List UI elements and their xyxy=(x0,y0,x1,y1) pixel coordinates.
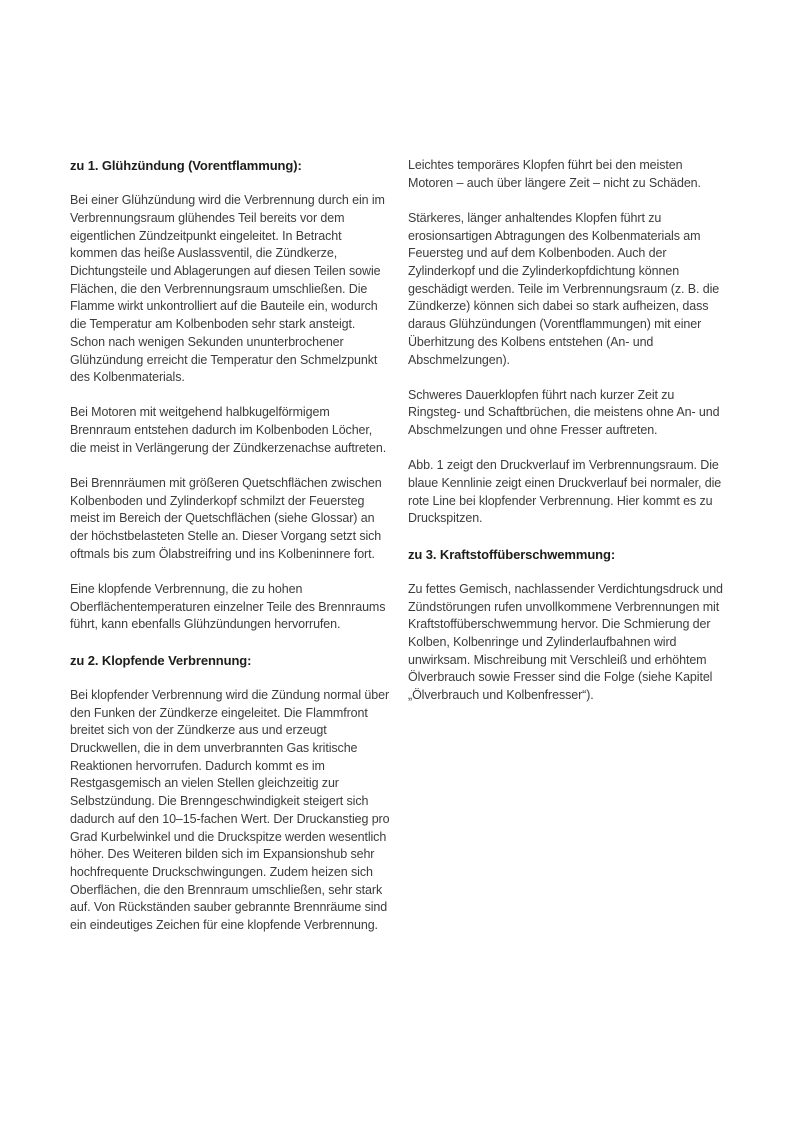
section-gluehzuendung xyxy=(70,157,390,634)
paragraph: Bei Motoren mit weitgehend halbkugelförmigem Brennraum entstehen dadurch im Kolbenboden Löcher, die meist in Verlängerung der Zündkerzenachse auftreten. xyxy=(70,405,387,455)
section-heading: zu 3. Kraftstoffüberschwemmung: xyxy=(408,546,616,562)
section-heading: zu 2. Klopfende Verbrennung: xyxy=(70,652,252,668)
right-column xyxy=(408,157,730,722)
left-column xyxy=(70,157,390,952)
section-klopfen-folgen xyxy=(408,157,730,528)
paragraph: Leichtes temporäres Klopfen führt bei den meisten Motoren – auch über längere Zeit – nicht zu Schäden. xyxy=(408,158,701,190)
section-klopfende-verbrennung xyxy=(70,652,390,935)
section-kraftstoffueberschwemmung xyxy=(408,546,730,705)
section-heading: zu 1. Glühzündung (Vorentflammung): xyxy=(70,158,302,173)
paragraph: Schweres Dauerklopfen führt nach kurzer Zeit zu Ringsteg- und Schaftbrüchen, die meistens ohne An- und Abschmelzungen und ohne Fresser auftreten. xyxy=(408,387,720,438)
paragraph: Abb. 1 zeigt den Druckverlauf im Verbrennungsraum. Die blaue Kennlinie zeigt einen Druckverlauf bei normaler, die rote Line bei klopfender Verbrennung. Hier kommt es zu Druckspitzen. xyxy=(408,458,722,526)
paragraph: Bei einer Glühzündung wird die Verbrennung durch ein im Verbrennungsraum glühendes Teil bereits vor dem eigentlichen Zündzeitpunkt eingeleitet. In Betracht kommen das heiße Auslassventil, die Zündkerze, Dichtungsteile und Ablagerungen auf diesen Teilen sowie Flächen, die den Verbrennungsraum umschließen. Die Flamme wirkt unkontrolliert auf die Bauteile ein, wodurch die Temperatur am Kolbenboden sehr stark ansteigt. Schon nach wenigen Sekunden ununterbrochener Glühzündung erreicht die Temperatur den Schmelzpunkt des Kolbenmaterials. xyxy=(70,193,385,385)
paragraph: Bei Brennräumen mit größeren Quetschflächen zwischen Kolbenboden und Zylinderkopf schmilzt der Feuersteg meist im Bereich der Quetschflächen (siehe Glossar) an der höchstbelasteten Stelle an. Dieser Vorgang setzt sich oftmals bis zum Ölabstreifring und ins Kolbeninnere fort. xyxy=(70,476,382,561)
paragraph: Eine klopfende Verbrennung, die zu hohen Oberflächentemperaturen einzelner Teile des Brennraums führt, kann ebenfalls Glühzündungen hervorrufen. xyxy=(70,582,386,632)
paragraph: Zu fettes Gemisch, nachlassender Verdichtungsdruck und Zündstörungen rufen unvollkommene Verbrennungen mit Kraftstoffüberschwemmung hervor. Die Schmierung der Kolben, Kolbenringe und Zylinderlaufbahnen wird unwirksam. Mischreibung mit Verschleiß und erhöhtem Ölverbrauch sowie Fresser sind die Folge (siehe Kapitel „Ölverbrauch und Kolbenfresser“). xyxy=(408,581,723,703)
paragraph: Stärkeres, länger anhaltendes Klopfen führt zu erosionsartigen Abtragungen des Kolbenmaterials am Feuersteg und auf dem Kolbenboden. Auch der Zylinderkopf und die Zylinderkopfdichtung können geschädigt werden. Teile im Verbrennungsraum (z. B. die Zündkerze) können sich dabei so stark aufheizen, dass daraus Glühzündungen (Vorentflammungen) mit einer Überhitzung des Kolbens entstehen (An- und Abschmelzungen). xyxy=(408,210,720,367)
paragraph: Bei klopfender Verbrennung wird die Zündung normal über den Funken der Zündkerze eingeleitet. Die Flammfront breitet sich von der Zündkerze aus und erzeugt Druckwellen, die in dem unverbrannten Gas kritische Reaktionen hervorrufen. Dadurch kommt es im Restgasgemisch an vielen Stellen gleichzeitig zur Selbstzündung. Die Brenngeschwindigkeit steigert sich dadurch auf den 10–15-fachen Wert. Der Druckanstieg pro Grad Kurbelwinkel und die Druckspitze werden wesentlich höher. Des Weiteren bilden sich im Expansionshub sehr hochfrequente Druckschwingungen. Zudem heizen sich Oberflächen, die den Brennraum umschließen, sehr stark auf. Von Rückständen sauber gebrannte Brennräume sind ein eindeutiges Zeichen für eine klopfende Verbrennung. xyxy=(70,687,390,933)
